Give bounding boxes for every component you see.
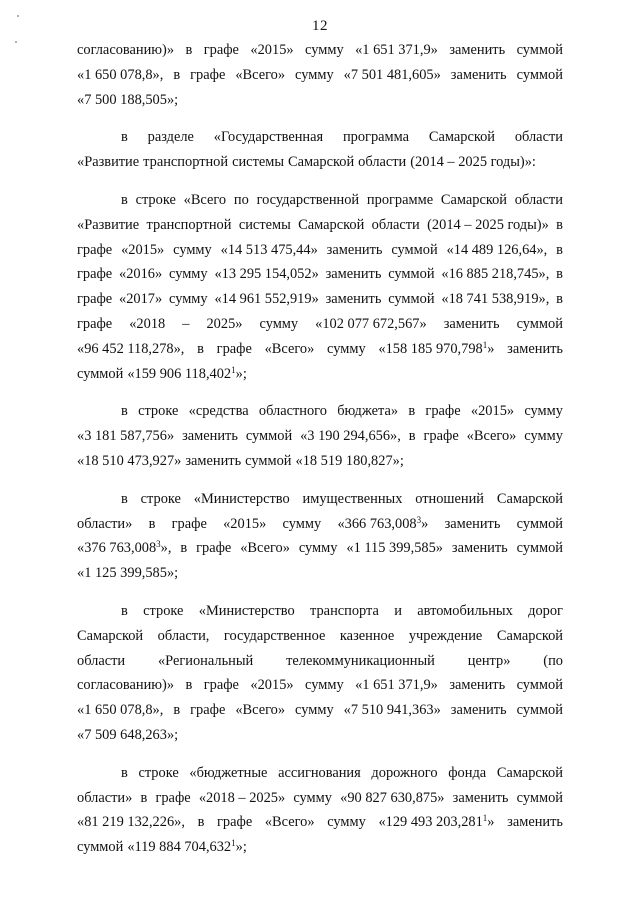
text-line bbox=[77, 312, 563, 337]
word: области bbox=[77, 652, 126, 669]
word: «1 651 371,9» bbox=[355, 677, 438, 694]
word: «18 510 473,927» bbox=[77, 452, 182, 469]
word: «Всего» bbox=[264, 340, 315, 357]
word: «Всего» bbox=[466, 428, 517, 445]
text-line bbox=[77, 188, 563, 213]
paragraph-gap bbox=[77, 586, 563, 599]
paragraph-gap bbox=[77, 748, 563, 761]
word: Самарской bbox=[428, 129, 496, 146]
word: «102 077 672,567» bbox=[315, 315, 427, 332]
paragraph bbox=[77, 761, 563, 860]
word: и bbox=[394, 602, 402, 619]
word: графе bbox=[155, 789, 191, 806]
word: суммой bbox=[77, 839, 124, 856]
word: «376 763,008$^3$», bbox=[77, 539, 172, 557]
word: суммой bbox=[388, 291, 435, 308]
word: в bbox=[121, 602, 128, 619]
word: области bbox=[371, 216, 420, 233]
word: Самарской bbox=[440, 191, 508, 208]
word: суммой bbox=[391, 241, 438, 258]
word: системы bbox=[238, 216, 291, 233]
paragraph-gap bbox=[77, 175, 563, 188]
word: графе bbox=[216, 340, 252, 357]
word: суммой bbox=[516, 677, 563, 694]
word: в bbox=[173, 66, 181, 83]
paragraph-gap bbox=[77, 112, 563, 125]
word: в bbox=[197, 814, 205, 831]
word: «90 827 630,875» bbox=[340, 789, 445, 806]
word: (по bbox=[543, 652, 563, 669]
word: «Развитие bbox=[77, 216, 140, 233]
word: программа bbox=[342, 129, 410, 146]
word: «Государственная bbox=[213, 129, 324, 146]
text-line bbox=[77, 673, 563, 698]
word: заменить bbox=[450, 702, 507, 719]
word: имущественных bbox=[302, 490, 403, 507]
word: «2018 – 2025» bbox=[198, 789, 286, 806]
word: суммой bbox=[516, 42, 563, 58]
word: областного bbox=[258, 403, 327, 420]
word: области bbox=[358, 154, 407, 171]
word: суммой bbox=[245, 452, 292, 469]
word: в bbox=[140, 789, 148, 806]
word: области» bbox=[77, 789, 133, 806]
text-line bbox=[77, 399, 563, 424]
word: в bbox=[556, 216, 563, 233]
word: (2014 – 2025 годы)» bbox=[427, 216, 549, 233]
word: в bbox=[180, 540, 188, 557]
word: заменить bbox=[325, 266, 382, 283]
paragraph-gap bbox=[77, 474, 563, 487]
text-line bbox=[77, 449, 563, 474]
word: «13 295 154,052» bbox=[214, 266, 319, 283]
text-line bbox=[77, 487, 563, 512]
word: графе bbox=[77, 241, 113, 258]
word: «16 885 218,745», bbox=[441, 266, 550, 283]
word: сумму bbox=[524, 403, 563, 420]
word: «2015» bbox=[470, 403, 515, 420]
word: графе bbox=[190, 702, 226, 719]
text-line bbox=[77, 213, 563, 238]
word: «2017» bbox=[119, 291, 163, 308]
word: сумму bbox=[259, 315, 299, 332]
word: «81 219 132,226», bbox=[77, 814, 185, 831]
word: графе bbox=[217, 814, 253, 831]
word: в bbox=[408, 403, 416, 420]
word: суммой bbox=[245, 428, 293, 445]
word: сумму bbox=[293, 789, 332, 806]
word: «бюджетные bbox=[189, 764, 268, 781]
word: Самарской bbox=[496, 490, 563, 507]
word: «2015» bbox=[121, 241, 165, 258]
paragraph bbox=[77, 38, 563, 112]
word: области» bbox=[77, 515, 133, 532]
word: графе bbox=[77, 291, 113, 308]
word: в bbox=[556, 241, 563, 258]
word: сумму bbox=[298, 540, 338, 557]
word: «7 509 648,263»; bbox=[77, 726, 179, 743]
word: графе bbox=[171, 515, 207, 532]
word: суммой bbox=[516, 789, 563, 806]
word: в bbox=[121, 764, 128, 781]
word: «Всего» bbox=[235, 702, 286, 719]
word: сумму bbox=[169, 291, 208, 308]
word: «1 650 078,8», bbox=[77, 702, 164, 719]
word: «18 519 180,827»; bbox=[295, 452, 404, 469]
word: графе bbox=[425, 403, 461, 420]
word: в bbox=[197, 340, 204, 357]
word: заменить bbox=[452, 789, 509, 806]
word: сумму bbox=[327, 814, 366, 831]
word: «3 190 294,656», bbox=[300, 428, 401, 445]
word: графе bbox=[77, 315, 113, 332]
text-line bbox=[77, 38, 563, 63]
word: сумму bbox=[524, 428, 563, 445]
word: графе bbox=[203, 677, 239, 694]
scan-speck bbox=[17, 15, 19, 17]
word: «Всего» bbox=[264, 814, 315, 831]
word: в bbox=[185, 677, 193, 694]
text-line bbox=[77, 424, 563, 449]
word: графе bbox=[77, 266, 113, 283]
word: фонда bbox=[448, 764, 487, 781]
paragraph-gap bbox=[77, 386, 563, 399]
word: в bbox=[556, 291, 563, 308]
word: графе bbox=[203, 42, 239, 58]
text-line bbox=[77, 761, 563, 786]
word: заменить bbox=[449, 677, 506, 694]
footnote-mark: 3 bbox=[416, 514, 422, 525]
word: Самарской bbox=[77, 627, 144, 644]
word: суммой bbox=[516, 315, 563, 332]
word: Самарской bbox=[288, 154, 355, 171]
word: центр» bbox=[467, 652, 511, 669]
word: заменить bbox=[185, 452, 242, 469]
text-line bbox=[77, 63, 563, 88]
footnote-mark: 1 bbox=[482, 813, 488, 824]
word: «158 185 970,798$^1$» bbox=[378, 339, 495, 357]
text-line bbox=[77, 649, 563, 674]
word: «2016» bbox=[119, 266, 163, 283]
word: графе bbox=[196, 540, 232, 557]
word: телекоммуникационный bbox=[286, 652, 435, 669]
word: строке bbox=[135, 191, 176, 208]
word: в bbox=[121, 191, 128, 208]
word: суммой bbox=[516, 515, 563, 532]
text-line bbox=[77, 150, 563, 175]
word: в bbox=[121, 403, 128, 420]
text-line bbox=[77, 624, 563, 649]
word: «3 181 587,756» bbox=[77, 428, 175, 445]
paragraph bbox=[77, 487, 563, 586]
word: заменить bbox=[326, 241, 383, 258]
word: заменить bbox=[450, 66, 507, 83]
text-line bbox=[77, 698, 563, 723]
word: графе bbox=[423, 428, 459, 445]
word: – bbox=[182, 315, 190, 332]
word: ассигнования bbox=[278, 764, 361, 781]
word: в bbox=[121, 129, 128, 146]
scan-speck bbox=[15, 41, 17, 43]
word: «14 489 126,64», bbox=[446, 241, 548, 258]
word: сумму bbox=[305, 677, 344, 694]
word: заменить bbox=[451, 540, 508, 557]
word: «119 884 704,632$^1$»; bbox=[127, 838, 247, 856]
word: отношений bbox=[415, 490, 484, 507]
text-line bbox=[77, 723, 563, 748]
word: Самарской bbox=[298, 216, 365, 233]
word: графе bbox=[190, 66, 226, 83]
word: заменить bbox=[507, 340, 563, 357]
word: заменить bbox=[443, 315, 500, 332]
word: «Региональный bbox=[157, 652, 254, 669]
word: (2014 – 2025 годы)»: bbox=[410, 154, 536, 171]
paragraph bbox=[77, 125, 563, 175]
word: «Всего bbox=[183, 191, 227, 208]
word: Самарской bbox=[496, 764, 563, 781]
word: «1 650 078,8», bbox=[77, 66, 164, 83]
word: суммой bbox=[516, 540, 563, 557]
word: «Министерство bbox=[198, 602, 295, 619]
word: в bbox=[148, 515, 156, 532]
word: суммой bbox=[516, 66, 563, 83]
word: в bbox=[556, 266, 563, 283]
word: сумму bbox=[305, 42, 344, 58]
text-line bbox=[77, 599, 563, 624]
word: «159 906 118,402$^1$»; bbox=[127, 364, 247, 382]
word: сумму bbox=[295, 702, 334, 719]
text-line bbox=[77, 262, 563, 287]
word: сумму bbox=[327, 340, 366, 357]
footnote-mark: 1 bbox=[482, 339, 488, 350]
text-line bbox=[77, 561, 563, 586]
word: «7 510 941,363» bbox=[343, 702, 441, 719]
word: строке bbox=[138, 403, 179, 420]
text-line bbox=[77, 125, 563, 150]
word: государственной bbox=[256, 191, 360, 208]
word: «средства bbox=[188, 403, 249, 420]
footnote-mark: 3 bbox=[156, 539, 161, 550]
word: «1 125 399,585»; bbox=[77, 565, 179, 582]
text-line bbox=[77, 337, 563, 362]
page-number: 12 bbox=[312, 18, 328, 34]
text-line bbox=[77, 536, 563, 561]
word: автомобильных bbox=[417, 602, 513, 619]
word: дорожного bbox=[371, 764, 438, 781]
word: «1 115 399,585» bbox=[346, 540, 443, 557]
word: «129 493 203,281$^1$» bbox=[378, 813, 495, 831]
text-line bbox=[77, 287, 563, 312]
word: «2018 bbox=[129, 315, 166, 332]
word: «18 741 538,919», bbox=[441, 291, 550, 308]
word: «2015» bbox=[250, 42, 294, 58]
word: в bbox=[121, 490, 128, 507]
word: сумму bbox=[282, 515, 322, 532]
word: в bbox=[408, 428, 416, 445]
word: «2015» bbox=[223, 515, 267, 532]
text-line bbox=[77, 362, 563, 387]
word: «7 500 188,505»; bbox=[77, 91, 179, 108]
word: «7 501 481,605» bbox=[343, 66, 441, 83]
word: транспортной bbox=[143, 154, 229, 171]
word: в bbox=[173, 702, 181, 719]
word: «Развитие bbox=[77, 154, 140, 171]
word: строке bbox=[143, 602, 184, 619]
word: дорог bbox=[528, 602, 563, 619]
word: «Министерство bbox=[193, 490, 290, 507]
word: транспортной bbox=[146, 216, 232, 233]
word: «Всего» bbox=[240, 540, 290, 557]
word: «1 651 371,9» bbox=[355, 42, 438, 58]
footnote-mark: 1 bbox=[231, 838, 236, 849]
word: строке bbox=[138, 764, 179, 781]
word: области bbox=[514, 191, 563, 208]
text-line bbox=[77, 88, 563, 113]
paragraph bbox=[77, 399, 563, 473]
word: суммой bbox=[516, 702, 563, 719]
word: Самарской bbox=[496, 627, 563, 644]
word: «96 452 118,278», bbox=[77, 340, 185, 357]
text-line bbox=[77, 512, 563, 537]
text-line bbox=[77, 238, 563, 263]
word: учреждение bbox=[408, 627, 483, 644]
word: в bbox=[185, 42, 193, 58]
word: согласованию)» bbox=[77, 677, 175, 694]
word: бюджета» bbox=[337, 403, 399, 420]
word: согласованию)» bbox=[77, 42, 175, 58]
word: заменить bbox=[182, 428, 238, 445]
word: строке bbox=[140, 490, 181, 507]
word: области, bbox=[157, 627, 210, 644]
word: сумму bbox=[295, 66, 334, 83]
word: «14 513 475,44» bbox=[220, 241, 318, 258]
paragraph bbox=[77, 599, 563, 748]
word: разделе bbox=[147, 129, 194, 146]
text-line bbox=[77, 786, 563, 811]
word: системы bbox=[232, 154, 285, 171]
word: государственное bbox=[223, 627, 326, 644]
word: «2015» bbox=[250, 677, 294, 694]
word: заменить bbox=[449, 42, 506, 58]
word: области bbox=[514, 129, 563, 146]
word: сумму bbox=[173, 241, 212, 258]
word: сумму bbox=[169, 266, 208, 283]
word: заменить bbox=[507, 814, 563, 831]
footnote-mark: 1 bbox=[231, 364, 236, 375]
word: казенное bbox=[339, 627, 395, 644]
word: программе bbox=[366, 191, 434, 208]
text-line bbox=[77, 810, 563, 835]
word: заменить bbox=[444, 515, 501, 532]
word: «14 961 552,919» bbox=[214, 291, 319, 308]
document-body bbox=[77, 38, 563, 860]
word: суммой bbox=[388, 266, 435, 283]
word: по bbox=[233, 191, 249, 208]
word: транспорта bbox=[310, 602, 379, 619]
word: суммой bbox=[77, 365, 124, 382]
word: «366 763,008$^3$» bbox=[337, 514, 429, 532]
word: заменить bbox=[325, 291, 382, 308]
word: «Всего» bbox=[235, 66, 286, 83]
text-line bbox=[77, 835, 563, 860]
word: 2025» bbox=[206, 315, 243, 332]
paragraph bbox=[77, 188, 563, 386]
